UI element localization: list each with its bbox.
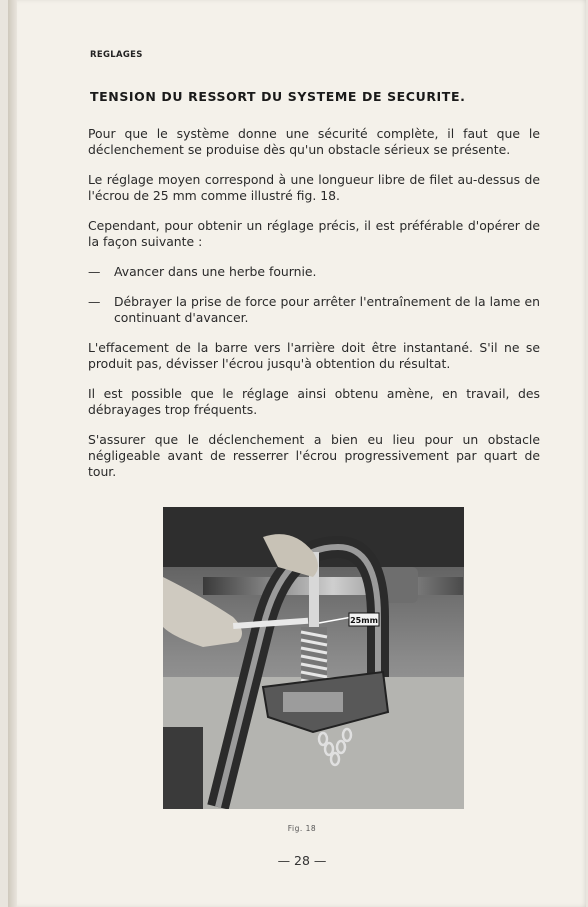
binding-gutter: [8, 0, 17, 907]
figure-caption: Fig. 18: [287, 824, 317, 833]
measurement-label: 25mm: [350, 616, 378, 625]
list-item: [88, 294, 540, 326]
paragraph: S'assurer que le déclenchement a bien eu lieu pour un obstacle négligeable avant de resserrer l'écrou progressivement par quart de tour.: [88, 432, 540, 479]
page-title: TENSION DU RESSORT DU SYSTEME DE SECURITE.: [90, 89, 466, 104]
body-text: [88, 126, 540, 494]
document-page: [8, 0, 586, 907]
mechanism-illustration: [163, 507, 464, 809]
paragraph: L'effacement de la barre vers l'arrière doit être instantané. S'il ne se produit pas, dévisser l'écrou jusqu'à obtention du résultat.: [88, 340, 540, 371]
list-item-text: Avancer dans une herbe fournie.: [114, 264, 317, 279]
figure-photo: [163, 507, 464, 809]
list-item-text: Débrayer la prise de force pour arrêter l'entraînement de la lame en continuant d'avancer.: [114, 294, 540, 325]
paragraph: Pour que le système donne une sécurité complète, il faut que le déclenchement se produise dès qu'un obstacle sérieux se présente.: [88, 126, 540, 157]
list-item: [88, 264, 540, 280]
page-number: — 28 —: [277, 853, 327, 868]
paragraph: Il est possible que le réglage ainsi obtenu amène, en travail, des débrayages trop fréquents.: [88, 386, 540, 417]
paragraph: Cependant, pour obtenir un réglage précis, il est préférable d'opérer de la façon suivante :: [88, 218, 540, 249]
dash-marker: —: [88, 264, 101, 279]
section-header: REGLAGES: [90, 50, 143, 60]
paragraph: Le réglage moyen correspond à une longueur libre de filet au-dessus de l'écrou de 25 mm comme illustré fig. 18.: [88, 172, 540, 203]
dash-marker: —: [88, 294, 101, 309]
